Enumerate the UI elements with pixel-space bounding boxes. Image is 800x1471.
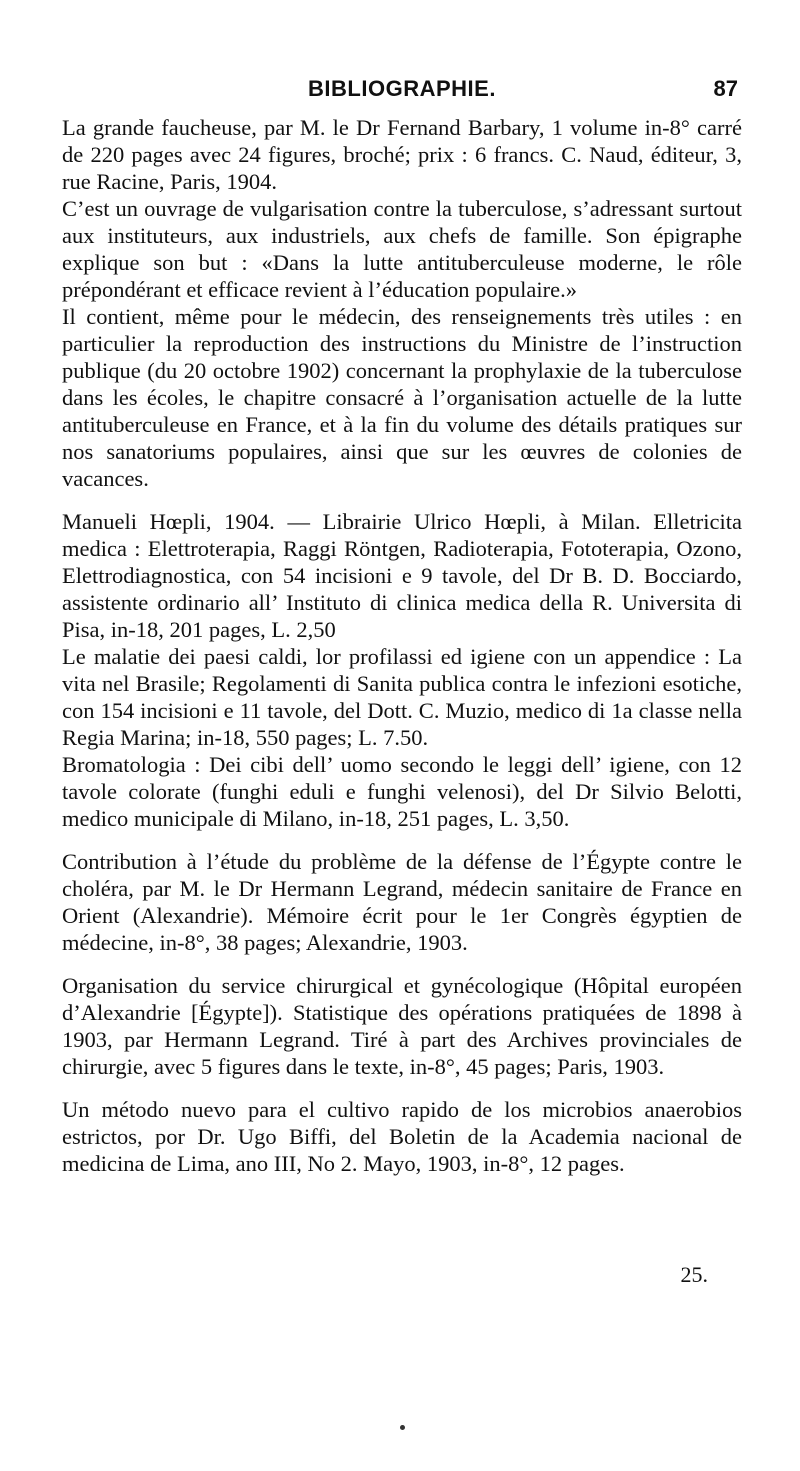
running-title: BIBLIOGRAPHIE.: [308, 76, 496, 101]
entry-citation: Un método nuevo para el cultivo rapido de los microbios anaerobios estrictos, por Dr. Ugo Biffi, del Boletin de la Academia nacional de medicina de Lima, ano III, No 2. Mayo, 1903, in-8°, 12 pages.: [62, 1097, 742, 1176]
bibliography-entry: [62, 848, 742, 956]
signature-mark: 25.: [680, 1262, 708, 1287]
page-number: 87: [713, 76, 738, 101]
entry-paragraph: Bromatologia : Dei cibi dell’ uomo secondo le leggi dell’ igiene, con 12 tavole colorate (funghi eduli e funghi velenosi), del Dr Silvio Belotti, medico municipale di Milano, in-18, 251 pages, L. 3,50.: [62, 752, 742, 831]
ink-dot: [400, 1425, 405, 1430]
entry-paragraph: Le malatie dei paesi caldi, lor profilassi ed igiene con un appendice : La vita nel Brasile; Regolamenti di Sanita publica contra le infezioni esotiche, con 154 incisioni e 11 tavole, del Dott. C. Muzio, medico di 1a classe nella Regia Marina; in-18, 550 pages; L. 7.50.: [62, 644, 742, 750]
entry-paragraph: C’est un ouvrage de vulgarisation contre la tuberculose, s’adressant surtout aux instituteurs, aux industriels, aux chefs de famille. Son épigraphe explique son but : «Dans la lutte antituberculeuse moderne, le rôle prépondérant et efficace revient à l’éducation populaire.»: [62, 196, 742, 302]
bibliography-entry: [62, 972, 742, 1080]
entry-citation: Manueli Hœpli, 1904. — Librairie Ulrico Hœpli, à Milan. Elletricita medica : Elettroterapia, Raggi Röntgen, Radioterapia, Fototerapia, Ozono, Elettrodiagnostica, con 54 incisioni e 9 tavole, del Dr B. D. Bocciardo, assistente ordinario all’ Instituto di clinica medica della R. Universita di Pisa, in-18, 201 pages, L. 2,50: [62, 509, 742, 642]
bibliography-entry: [62, 114, 742, 492]
entry-citation: La grande faucheuse, par M. le Dr Fernand Barbary, 1 volume in-8° carré de 220 pages avec 24 figures, broché; prix : 6 francs. C. Naud, éditeur, 3, rue Racine, Paris, 1904.: [62, 115, 742, 194]
entry-paragraph: Il contient, même pour le médecin, des renseignements très utiles : en particulier la reproduction des instructions du Ministre de l’instruction publique (du 20 octobre 1902) concernant la prophylaxie de la tuberculose dans les écoles, le chapitre consacré à l’organisation actuelle de la lutte antituberculeuse en France, et à la fin du volume des détails pratiques sur nos sanatoriums populaires, ainsi que sur les œuvres de colonies de vacances.: [62, 304, 742, 491]
entry-citation: Organisation du service chirurgical et gynécologique (Hôpital européen d’Alexandrie [Égypte]). Statistique des opérations pratiquées de 1898 à 1903, par Hermann Legrand. Tiré à part des Archives provinciales de chirurgie, avec 5 figures dans le texte, in-8°, 45 pages; Paris, 1903.: [62, 973, 742, 1079]
bibliography-entry: [62, 508, 742, 832]
bibliography-entry: [62, 1096, 742, 1177]
entry-citation: Contribution à l’étude du problème de la défense de l’Égypte contre le choléra, par M. le Dr Hermann Legrand, médecin sanitaire de France en Orient (Alexandrie). Mémoire écrit pour le 1er Congrès égyptien de médecine, in-8°, 38 pages; Alexandrie, 1903.: [62, 849, 742, 955]
bibliography-body: [62, 114, 742, 1177]
page-header: [62, 72, 742, 106]
